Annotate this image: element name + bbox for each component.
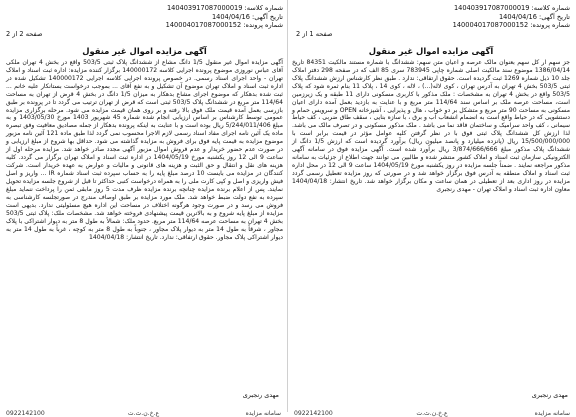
case-number: شماره کلاسه: 140403917087000019 — [166, 4, 283, 12]
notice-title: آگهی مزایده اموال غیر منقول — [82, 45, 207, 56]
notice-date: تاریخ آگهی: 1404/04/16 — [211, 12, 283, 21]
notice-title: آگهی مزایده اموال غیر منقول — [368, 45, 494, 56]
notice-body: جز سهم ار کل سهم بعنوان مالک عرصه و اعیان متن سهم: ششدانگ با شماره مستند مالکیت 84351 تاریخ 1386/04/14 موضوع سند مالکیت اصلی شماره چاپی 783945 سری 85 الف که در صفحه 298 دفتر املاک جلد 10 ذیل شماره 1269 ثبت گردیده است. حقوق ارتفاقی: ندارد . طبق نظر کارشناس ارزش ششدانگ پلاک ثبتی 503/5 بخش 4 تهران به آدرس تهران ، کوی لاله(...) ، لاله ، کوی 14 ، پلاک 11 بنام ثمره شود که پلاک 503/5 واقع در بخش 4 تهران به مشخصات : ملک مذکور با کاربری مسکونی دارای 11 طبقه و یک زیرزمین است، مساحت عرصه ملک بر اساس سند 114/64 متر مربع و با عنایت به بازدید بعمل آمده دارای اعیان مسکونی به مساحت 90 متر مربع و متشکل بر دو خواب ، هال و پذیرایی ، آشپزخانه OPEN و سرویس حمام و دستشویی که در حیاط واقع است به انضمام انشعاب آب و برق ، با سازه بنایی ، سقف طاق ضربی ، کف حیاط سیمانی ، کف واحد سرامیک و ساختمان فاقد نما می باشد . ملک مذکور مسکونی و در تصرف مالک می باشد. لذا ارزش کل ششدانگ پلاک ثبتی فوق با در نظر گرفتن کلیه عوامل مؤثر در قیمت برابر است با 15/500/000/000 ریال (پانزده میلیارد و پانصد میلیون ریال) برآورد گردیده است که ارزش 1/5 دانگ از ششدانگ پلاک مذکور مبلغ 3/874/666/666 ریال برآورد شده است. آگهی مزایده فوق در سامانه آگهی الکترونیکی سازمان ثبت اسناد و املاک کشور منتشر شده و طالبین می توانند جهت اطلاع از جزئیات به سامانه مذکور مراجعه نمایند . ضمناً جلسه مزایده در روز یکشنبه مورخ 1404/05/19 ساعت 9 الی 12 در محل اداره ثبت اسناد و املاک منطقه به آدرس فوق برگزار خواهد شد و در صورتی که روز مزایده تعطیل رسمی گردد مزایده در روز اداری بعد از تعطیلی در همان ساعت و مکان برگزار خواهد شد. تاریخ انتشار: 1404/04/18 معاون اداره ثبت اسناد و املاک تهران - مهدی رنجبری — [292, 58, 571, 194]
notice-meta — [6, 4, 283, 30]
footer-code: ع.خ.ن.ث.ت — [127, 410, 160, 417]
notice-body: آگهی مزایده اموال غیر منقول 1/5 دانگ مشاع از ششدانگ پلاک ثبتی 503/5 واقع در بخش 4 تهران ملکی آقای عباس نوروزی موضوع پرونده اجرایی کلاسه 140000172 برگزار کننده مزایده: اداره ثبت اسناد و املاک تهران - واحد اجرای اسناد رسمی. در خصوص پرونده اجرایی کلاسه اجرایی 140000172 تشکیل شده در اداره ثبت اسناد و املاک تهران موضوع آن تشکیل و به نفع آقای ... بموجب درخواست بستانکار علیه خانم ... ثبت شده بدهکار که موضوع اجرای مشاع بدهکار به میزان 1/5 دانگ در بخش 4 قرض از تهران به مساحت 114/64 متر مربع در ششدانگ پلاک 503/5 ثبتی است که قرض از تهران ترتیب می گردد تا در پرونده بر طبق بازرسی بعمل آمده قیمت ملک فوق بالا رفته و بر روی همان قیمت مزایده می شود. مرحله برگزاری مزایده عمومی توسط کارشناس بر اساس ارزیابی انجام شده شماره 45 شهریور 1403 مورخ 1403/05/30 و به مبلغ 5/244/011/406 ریال بوده است و با عنایت به اینکه پرونده بدهکار از جمله مصادیق معافیت وفق تبصره ماده یک آئین نامه اجرای مفاد اسناد رسمی لازم الاجرا محسوب نمی گردد لذا طبق ماده 121 آئین نامه مزبور موضوع مزایده به قیمت پایه فوق برای فروش به مزایده گذاشته می شود. حداقل بها شروع از مبلغ ارزیابی و در صورت عدم حضور خریدار و عدم فروش اموال مزبور آگهی مجدد صادر خواهد شد. مزایده مرحله اول از ساعت 9 الی 12 روز یکشنبه مورخ 1404/05/19 در اداره ثبت اسناد و املاک تهران برگزار می گردد. کلیه هزینه های نقل و انتقال و حق الثبت و هزینه های قانونی و مالیات و عوارض به عهده خریدار است. شرکت کنندگان در مزایده می بایست 10 درصد مبلغ پایه را به حساب سپرده ثبت اسناد شماره IR ... واریز و اصل فیش واریزی و اصل و کپی کارت ملی را به همراه درخواست کتبی حداکثر تا قبل از شروع جلسه مزایده تحویل نمایند. پس از اعلام برنده مزایده چنانچه برنده مزایده ظرف مدت 5 روز مابقی ثمن را پرداخت ننماید مبلغ سپرده به نفع دولت ضبط خواهد شد. ملک مورد مزایده بر طبق اوصاف مندرج در صورتجلسه کارشناسی به فروش می رسد و در صورت وجود هرگونه اختلاف در مساحت این اداره هیچ مسئولیتی ندارد. بدیهی است مزایده از مبلغ پایه شروع و به بالاترین قیمت پیشنهادی فروخته خواهد شد. مشخصات ملک: پلاک ثبتی 503/5 بخش 4 تهران به مساحت عرصه 114/64 متر مربع. حدود ملک: شمالاً به طول 8 متر به دیوار اشتراکی با پلاک مجاور ، شرقاً به طول 14 متر به دیوار پلاک مجاور ، جنوباً به طول 8 متر به کوچه ، غرباً به طول 14 متر به دیوار اشتراکی پلاک مجاور. حقوق ارتفاقی: ندارد. تاریخ انتشار: 1404/04/18 — [6, 58, 284, 241]
case-number: شماره کلاسه: 140403917087000019 — [453, 4, 570, 12]
file-number: شماره پرونده: 140004017087000152 — [165, 21, 283, 30]
footer-phone: 0922142100 — [294, 410, 333, 417]
notice-meta — [292, 4, 570, 30]
footer-code: ع.خ.ن.ث.ت — [416, 410, 448, 417]
signature: مهدی رنجبری — [531, 391, 568, 399]
footer-right-text: سامانه مزایده — [245, 410, 281, 417]
footer-phone: 0922142100 — [6, 410, 45, 417]
file-number: شماره پرونده: 140004017087000152 — [452, 21, 570, 30]
signature: مهدی رنجبری — [242, 391, 279, 399]
page-number: صفحه 1 از 2 — [296, 30, 333, 38]
page-number: صفحه 2 از 2 — [6, 30, 43, 38]
notice-page-1 — [288, 0, 576, 417]
notice-date: تاریخ آگهی: 1404/04/16 — [498, 12, 570, 21]
footer-right-text: سامانه مزایده — [534, 410, 570, 417]
